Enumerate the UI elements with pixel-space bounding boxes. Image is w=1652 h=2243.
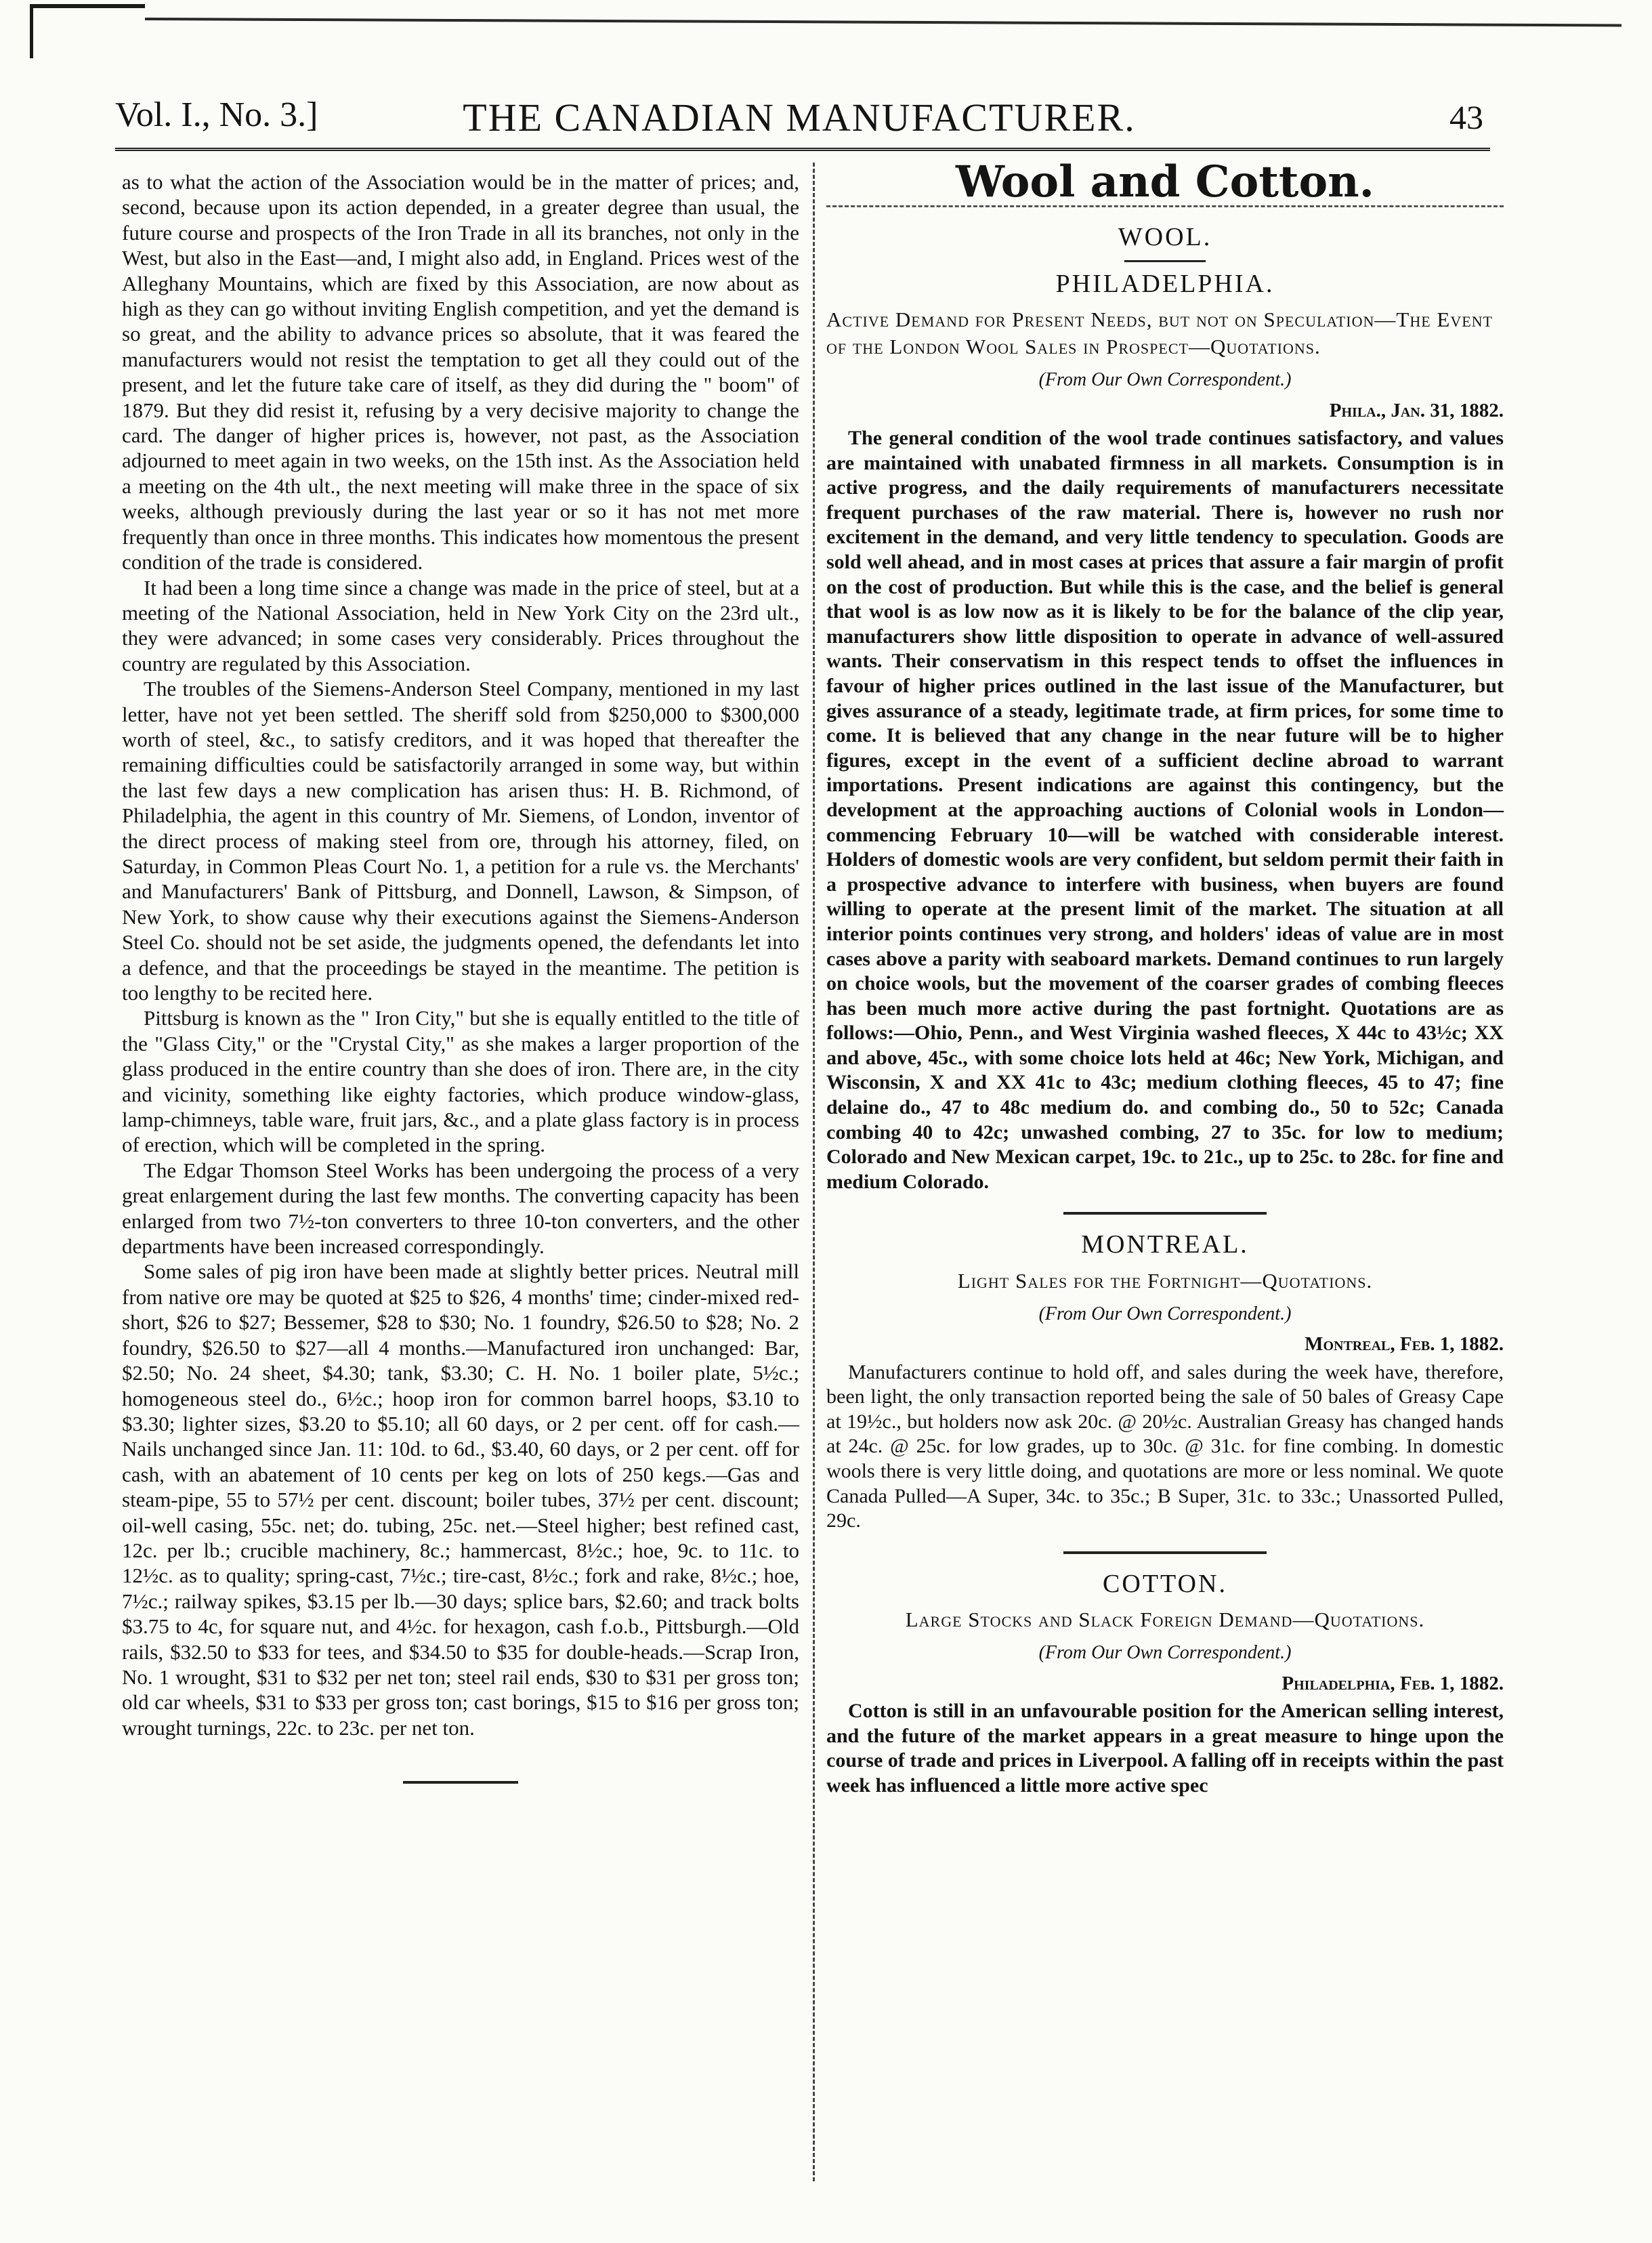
left-column <box>122 169 799 1784</box>
montreal-body: Manufacturers continue to hold off, and sales during the week have, therefore, been light, the only transaction reported being the sale of 50 bales of Greasy Cape at 19½c., but holders now ask 20c. @ 20½c. Australian Greasy has changed hands at 24c. @ 25c. for low grades, up to 30c. @ 31c. for fine combing. In domestic wools there is very little doing, and quotations are more or less nominal. We quote Canada Pulled—A Super, 34c. to 35c.; B Super, 31c. to 33c.; Unassorted Pulled, 29c. <box>826 1360 1504 1532</box>
montreal-attribution: (From Our Own Correspondent.) <box>1038 1303 1292 1324</box>
section-title: Wool and Cotton. <box>956 156 1374 207</box>
montreal-rule <box>1063 1212 1267 1215</box>
paragraph-siemens-anderson: The troubles of the Siemens-Anderson Steel Company, mentioned in my last letter, have not yet been settled. The sheriff sold from $250,000 to $300,000 worth of steel, &c., to satisfy creditors, and it was hoped that thereafter the remaining difficulties could be satisfactorily arranged in some way, but within the last few days a new complication has arisen thus: H. B. Richmond, of Philadelphia, the agent in this country of Mr. Siemens, of London, inventor of the direct process of making steel from ore, through his attorney, filed, on Saturday, in Common Pleas Court No. 1, a petition for a rule vs. the Merchants' and Manufacturers' Bank of Pittsburg, and Donnell, Lawson, & Simpson, of New York, to show cause why their executions against the Siemens-Anderson Steel Co. should not be set aside, the judgments opened, the defendants let into a defence, and that the proceedings be stayed in the meantime. The petition is too lengthy to be recited here. <box>122 677 799 1005</box>
cotton-attribution: (From Our Own Correspondent.) <box>1038 1642 1292 1664</box>
cotton-body: Cotton is still in an unfavourable position for the American selling interest, and the future of the market appears in a great measure to hinge upon the course of trade and prices in Liverpool. A falling off in receipts within the past week has influenced a little more active spec <box>826 1700 1504 1797</box>
cotton-heading: COTTON. <box>1103 1569 1227 1598</box>
cotton-deck: Large Stocks and Slack Foreign Demand—Quotations. <box>905 1608 1425 1632</box>
montreal-heading: MONTREAL. <box>1081 1230 1249 1259</box>
top-rule <box>145 18 1622 27</box>
right-column <box>826 156 1504 1798</box>
montreal-dateline: Montreal, Feb. 1, 1882. <box>1305 1333 1504 1356</box>
end-rule <box>403 1781 518 1784</box>
cotton-dateline: Philadelphia, Feb. 1, 1882. <box>1282 1672 1504 1694</box>
page-number: 43 <box>1449 98 1483 136</box>
header-rule <box>115 148 1490 151</box>
corner-rule <box>30 4 145 8</box>
philadelphia-body: The general condition of the wool trade continues satisfactory, and values are maintained with unabated firmness in all markets. Consumption is in active progress, and the daily requirements of manufacturers necessitate frequent purchases of the raw material. There is, however no rush nor excitement in the demand, and very little tendency to speculation. Goods are sold well ahead, and in most cases at prices that assure a fair margin of profit on the cost of production. But while this is the case, and the belief is general that wool is as low now as it is likely to be for the balance of the clip year, manufacturers show little disposition to operate in advance of well-assured wants. Their conservatism in this respect tends to offset the influences in favour of higher prices outlined in the last issue of the Manufacturer, but gives assurance of a steady, legitimate trade, at firm prices, for some time to come. It is believed that any change in the near future will be to higher figures, except in the event of a sufficient decline abroad to warrant importations. Present indications are against this contingency, but the development at the approaching auctions of Colonial wools in London—commencing February 10—will be watched with considerable interest. Holders of domestic wools are very confident, but seldom permit their faith in a prospective advance to interfere with business, when buyers are found willing to operate at the present limit of the market. The situation at all interior points continues very strong, and holders' ideas of value are in most cases above a parity with seaboard markets. Demand continues to run largely on choice wools, but the movement of the coarser grades of combing fleeces has been much more active during the past fortnight. Quotations are as follows:—Ohio, Penn., and West Virginia washed fleeces, X 44c to 43½c; XX and above, 45c., with some choice lots held at 46c; New York, Michigan, and Wisconsin, X and XX 41c to 43c; medium clothing fleeces, 45 to 47; fine delaine do., 47 to 48c medium do. and combing do., 50 to 52c; Canada combing 40 to 42c; unwashed combing, 27 to 35c. for low to medium; Colorado and New Mexican carpet, 19c. to 21c., up to 25c. to 28c. for fine and medium Colorado. <box>826 427 1504 1193</box>
volume-label: Vol. I., No. 3.] <box>115 96 318 134</box>
wool-heading: WOOL. <box>1118 223 1212 252</box>
page-header <box>115 95 1483 149</box>
wool-rule <box>1124 260 1206 262</box>
montreal-deck: Light Sales for the Fortnight—Quotations. <box>957 1268 1373 1293</box>
cotton-rule <box>1063 1551 1267 1554</box>
paragraph-steel-prices: It had been a long time since a change was made in the price of steel, but at a meeting of the National Association, held in New York City on the 23rd ult., they were advanced; in some cases very considerably. Prices throughout the country are regulated by this Association. <box>122 575 799 675</box>
philadelphia-deck: Active Demand for Present Needs, but not on Speculation—The Event of the London Wool Sales in Prospect—Quotations. <box>826 308 1493 359</box>
paragraph-edgar-thomson: The Edgar Thomson Steel Works has been undergoing the process of a very great enlargement during the last few months. The converting capacity has been enlarged from two 7½-ton converters to three 10-ton converters, and the other departments have been increased correspondingly. <box>122 1158 799 1259</box>
corner-rule-vertical <box>30 4 33 58</box>
column-divider <box>813 163 815 2181</box>
publication-title: THE CANADIAN MANUFACTURER. <box>463 96 1136 140</box>
philadelphia-dateline: Phila., Jan. 31, 1882. <box>1329 399 1504 421</box>
philadelphia-attribution: (From Our Own Correspondent.) <box>1038 369 1292 391</box>
paragraph-glass-city: Pittsburg is known as the " Iron City," but she is equally entitled to the title of the "Glass City," or the "Crystal City," as she makes a larger proportion of the glass produced in the entire country than she does of iron. There are, in the city and vicinity, something like eighty factories, which produce window-glass, lamp-chimneys, table ware, fruit jars, &c., and a plate glass factory is in process of erection, which will be completed in the spring. <box>122 1006 799 1157</box>
paragraph-pig-iron-prices: Some sales of pig iron have been made at slightly better prices. Neutral mill from native ore may be quoted at $25 to $26, 4 months' time; cinder-mixed red-short, $26 to $27; Bessemer, $28 to $30; No. 1 foundry, $26.50 to $28; No. 2 foundry, $26.50 to $27—all 4 months.—Manufactured iron unchanged: Bar, $2.50; No. 24 sheet, $4.30; tank, $3.30; C. H. No. 1 boiler plate, 5½c.; homogeneous steel do., 6½c.; hoop iron for common barrel hoops, $3.10 to $3.30; lighter sizes, $3.20 to $5.10; all 60 days, or 2 per cent. off for cash.—Nails unchanged since Jan. 11: 10d. to 6d., $3.40, 60 days, or 2 per cent. off for cash, with an abatement of 10 cents per keg on lots of 250 kegs.—Gas and steam-pipe, 55 to 57½ per cent. discount; boiler tubes, 37½ per cent. discount; oil-well casing, 55c. net; do. tubing, 25c. net.—Steel higher; best refined cast, 12c. per lb.; crucible machinery, 8c.; hammercast, 8½c.; hoe, 9c. to 11c. to 12½c. as to quality; spring-cast, 7½c.; tire-cast, 8½c.; fork and rake, 8½c.; hoe, 7½c.; railway spikes, $3.15 per lb.—30 days; splice bars, $2.60; and track bolts $3.75 to 4c, for square nut, and 4½c. for hexagon, cash f.o.b., Pittsburgh.—Old rails, $32.50 to $33 for tees, and $34.50 to $35 for double-heads.—Scrap Iron, No. 1 wrought, $31 to $32 per net ton; steel rail ends, $30 to $31 per gross ton; old car wheels, $31 to $33 per gross ton; cast borings, $15 to $16 per gross ton; wrought turnings, 22c. to 23c. per net ton. <box>122 1259 799 1740</box>
paragraph-iron-association: as to what the action of the Association would be in the matter of prices; and, second, because upon its action depended, in a greater degree than usual, the future course and prospects of the Iron Trade in all its branches, not only in the West, but also in the East—and, I might also add, in England. Prices west of the Alleghany Mountains, which are fixed by this Association, are now about as high as they can go without inviting English competition, and yet the demand is so great, and the ability to advance prices so absolute, that it was feared the manufacturers would not resist the temptation to get all they could out of the present, and let the future take care of itself, as they did during the " boom" of 1879. But they did resist it, refusing by a very decisive majority to change the card. The danger of higher prices is, however, not past, as the Association adjourned to meet again in two weeks, on the 15th inst. As the Association held a meeting on the 4th ult., the next meeting will make three in the space of six weeks, although previously during the last year or so it has not met more frequently than once in three months. This indicates how momentous the present condition of the trade is considered. <box>122 170 799 574</box>
philadelphia-heading: PHILADELPHIA. <box>1055 269 1275 298</box>
